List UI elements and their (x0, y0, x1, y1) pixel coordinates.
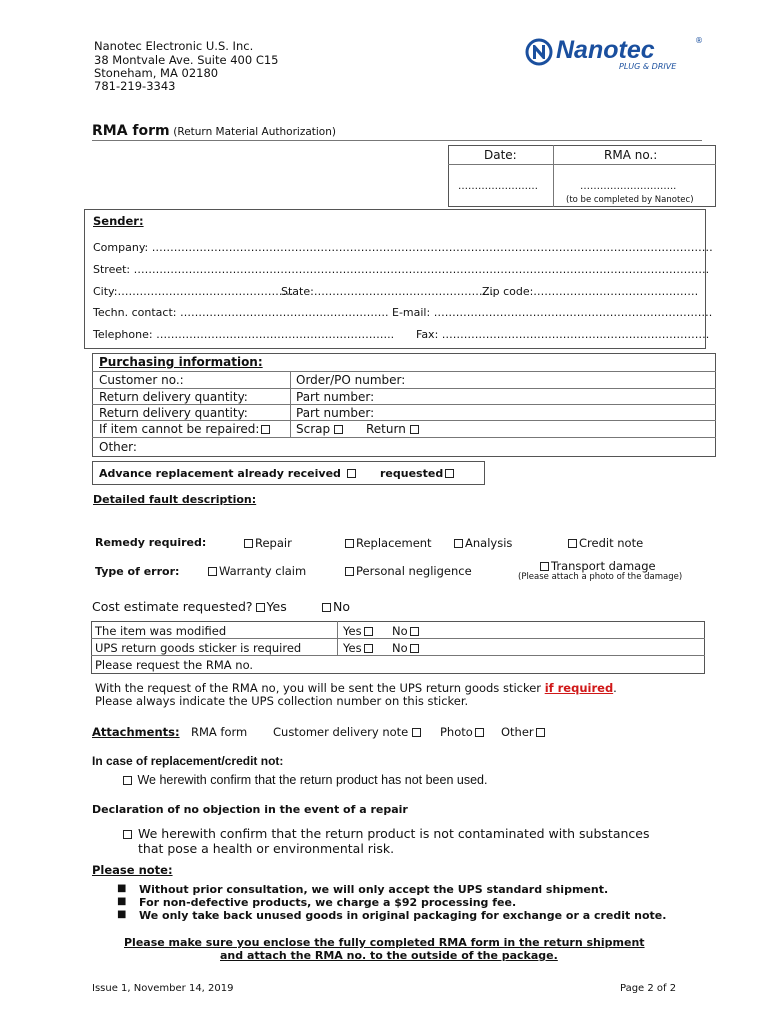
note-item-3: We only take back unused goods in original packaging for exchange or a credit note. (139, 909, 667, 922)
return-qty-1-field[interactable]: Return delivery quantity: (99, 390, 248, 404)
error-type-label: Type of error: (95, 565, 180, 578)
repair-decl-text1: We herewith confirm that the return product is not contaminated with substances (137, 826, 650, 841)
cannot-repair-row (99, 422, 272, 436)
attach-photo (440, 725, 486, 739)
repair-decl-line1 (121, 826, 649, 841)
remedy-analysis-label: Analysis (465, 536, 513, 550)
ups-note-period: . (613, 681, 617, 695)
sender-street-field[interactable]: Street: …………………………………………………………………………………………………………………………………………. (93, 263, 710, 276)
advance-requested-checkbox[interactable] (445, 469, 454, 478)
logo-mark-icon (524, 38, 554, 66)
purchasing-heading: Purchasing information: (99, 355, 263, 369)
form-title-text: RMA form (92, 123, 170, 139)
cannot-repair-checkbox[interactable] (261, 425, 270, 434)
footer-page: Page 2 of 2 (620, 983, 677, 994)
mod-table-line (91, 655, 705, 656)
mod-row-request: Please request the RMA no. (95, 658, 254, 672)
error-negligence-checkbox[interactable] (345, 567, 354, 576)
cannot-repair-label: If item cannot be repaired: (99, 422, 260, 436)
error-warranty-checkbox[interactable] (208, 567, 217, 576)
not-used-text: We herewith confirm that the return product has not been used. (137, 773, 488, 787)
note-item-2: For non-defective products, we charge a $92 processing fee. (139, 896, 517, 909)
footer-issue: Issue 1, November 14, 2019 (92, 983, 234, 994)
remedy-label: Remedy required: (95, 536, 207, 549)
error-negligence (343, 564, 472, 578)
mod-row-sticker: UPS return goods sticker is required (95, 641, 302, 655)
rma-field[interactable]: ……………………….. (580, 181, 677, 192)
return-option (366, 422, 421, 436)
enclose-line2: and attach the RMA no. to the outside of the package. (220, 949, 558, 962)
date-rma-divider-h (448, 164, 716, 165)
nanotec-logo (522, 36, 712, 76)
scrap-option (296, 422, 345, 436)
scrap-checkbox[interactable] (334, 425, 343, 434)
mod-row1-no (392, 624, 421, 638)
mod-row2-no-checkbox[interactable] (410, 644, 419, 653)
cost-no-option (320, 599, 350, 614)
cost-no-checkbox[interactable] (322, 603, 331, 612)
other-field[interactable]: Other: (99, 440, 137, 454)
sender-telephone-field[interactable]: Telephone: ……………………………………………………….. (93, 328, 395, 341)
remedy-analysis-checkbox[interactable] (454, 539, 463, 548)
advance-requested-label: requested (380, 467, 444, 480)
date-label: Date: (484, 148, 517, 162)
sender-company-field[interactable]: Company: ……………………………………………………………………………………………………………………………………… (93, 241, 713, 254)
attach-rma-form-label: RMA form (191, 725, 248, 739)
cost-yes-label: Yes (266, 599, 287, 614)
note-item-1: Without prior consultation, we will only accept the UPS standard shipment. (139, 883, 609, 896)
remedy-repair (242, 536, 292, 550)
logo-reg: ® (695, 36, 703, 45)
not-contaminated-checkbox[interactable] (123, 830, 132, 839)
mod-row-modified: The item was modified (95, 624, 227, 638)
sender-fax-field[interactable]: Fax: ………………………………………………………………. (416, 328, 710, 341)
error-warranty-label: Warranty claim (219, 564, 307, 578)
scrap-label: Scrap (296, 422, 331, 436)
ups-note-line2: Please always indicate the UPS collection number on this sticker. (95, 694, 469, 708)
attach-rma-form (191, 725, 247, 739)
sender-city-field[interactable]: City:………………………………………… (93, 285, 294, 298)
mod-row1-no-label: No (392, 624, 408, 638)
remedy-repair-checkbox[interactable] (244, 539, 253, 548)
cost-label: Cost estimate requested? (92, 599, 253, 614)
attachments-label: Attachments: (92, 725, 180, 739)
order-po-field[interactable]: Order/PO number: (296, 373, 406, 387)
sender-state-field[interactable]: State:…………………………………………. (281, 285, 494, 298)
mod-row2-yes-checkbox[interactable] (364, 644, 373, 653)
attach-other-label: Other (501, 725, 534, 739)
remedy-repair-label: Repair (255, 536, 292, 550)
not-used-confirm (121, 773, 487, 787)
bullet-icon: ■ (117, 883, 127, 894)
ups-note-line1 (95, 681, 617, 695)
purchasing-divider (290, 371, 291, 437)
purchasing-line (92, 388, 716, 389)
replacement-credit-heading: In case of replacement/credit not: (92, 754, 284, 768)
cost-no-label: No (333, 599, 350, 614)
repair-decl-line2: that pose a health or environmental risk. (138, 841, 395, 856)
attach-other-checkbox[interactable] (536, 728, 545, 737)
company-phone: 781-219-3343 (94, 79, 176, 93)
advance-requested-row (380, 467, 456, 480)
mod-row2-no (392, 641, 421, 655)
remedy-credit-label: Credit note (579, 536, 644, 550)
rma-label: RMA no.: (604, 148, 658, 162)
company-name: Nanotec Electronic U.S. Inc. (94, 39, 254, 53)
ups-note-text: With the request of the RMA no, you will be sent the UPS return goods sticker (95, 681, 545, 695)
bullet-icon: ■ (117, 909, 127, 920)
ups-note-if-required: if required (544, 681, 614, 695)
mod-table-divider (337, 621, 338, 655)
return-label: Return (366, 422, 406, 436)
mod-table-line (91, 638, 705, 639)
mod-row1-yes (343, 624, 375, 638)
attach-other (501, 725, 547, 739)
attach-delivery-note (273, 725, 423, 739)
date-field[interactable]: …………………… (458, 181, 538, 192)
sender-email-field[interactable]: E-mail: …………………………………………………………………. (392, 306, 713, 319)
attach-delivery-note-label: Customer delivery note (273, 725, 409, 739)
return-checkbox[interactable] (410, 425, 419, 434)
error-transport-checkbox[interactable] (540, 562, 549, 571)
mod-row2-yes (343, 641, 375, 655)
mod-row1-no-checkbox[interactable] (410, 627, 419, 636)
transport-note: (Please attach a photo of the damage) (518, 572, 683, 582)
remedy-credit (566, 536, 643, 550)
title-underline (92, 140, 702, 141)
error-transport-label: Transport damage (551, 559, 656, 573)
date-rma-divider-v (553, 145, 554, 207)
purchasing-line (92, 420, 716, 421)
attach-photo-checkbox[interactable] (475, 728, 484, 737)
remedy-replacement-label: Replacement (356, 536, 432, 550)
attach-delivery-note-checkbox[interactable] (412, 728, 421, 737)
error-warranty (206, 564, 306, 578)
rma-note: (to be completed by Nanotec) (566, 195, 694, 205)
attach-photo-label: Photo (440, 725, 473, 739)
logo-tagline: PLUG & DRIVE (619, 62, 677, 71)
advance-row (99, 467, 358, 480)
sender-techn-field[interactable]: Techn. contact: …………………………………..……………. (93, 306, 389, 319)
return-qty-2-field[interactable]: Return delivery quantity: (99, 406, 248, 420)
fault-heading: Detailed fault description: (93, 493, 257, 506)
purchasing-line (92, 371, 716, 372)
sender-heading: Sender: (93, 214, 144, 228)
sender-zip-field[interactable]: Zip code:……………………………………… (482, 285, 699, 298)
purchasing-line (92, 404, 716, 405)
error-transport (538, 559, 656, 573)
remedy-analysis (452, 536, 512, 550)
mod-row1-yes-label: Yes (343, 624, 362, 638)
cost-estimate-row (92, 599, 287, 614)
part-no-2-field[interactable]: Part number: (296, 406, 375, 420)
mod-row1-yes-checkbox[interactable] (364, 627, 373, 636)
mod-row2-yes-label: Yes (343, 641, 362, 655)
cost-yes-checkbox[interactable] (256, 603, 265, 612)
company-city: Stoneham, MA 02180 (94, 66, 219, 80)
enclose-line1: Please make sure you enclose the fully completed RMA form in the return shipment (124, 936, 645, 949)
part-no-1-field[interactable]: Part number: (296, 390, 375, 404)
error-negligence-label: Personal negligence (356, 564, 472, 578)
remedy-replacement (343, 536, 432, 550)
form-title (92, 123, 336, 139)
bullet-icon: ■ (117, 896, 127, 907)
repair-decl-heading: Declaration of no objection in the event of a repair (92, 803, 408, 816)
company-street: 38 Montvale Ave. Suite 400 C15 (94, 53, 279, 67)
form-subtitle: (Return Material Authorization) (173, 126, 336, 138)
notes-heading: Please note: (92, 863, 173, 877)
remedy-credit-checkbox[interactable] (568, 539, 577, 548)
advance-label: Advance replacement already received (99, 467, 341, 480)
purchasing-line (92, 437, 716, 438)
not-used-checkbox[interactable] (123, 776, 132, 785)
customer-no-field[interactable]: Customer no.: (99, 373, 184, 387)
remedy-replacement-checkbox[interactable] (345, 539, 354, 548)
advance-received-checkbox[interactable] (347, 469, 356, 478)
logo-brand: Nanotec (556, 36, 655, 64)
mod-row2-no-label: No (392, 641, 408, 655)
